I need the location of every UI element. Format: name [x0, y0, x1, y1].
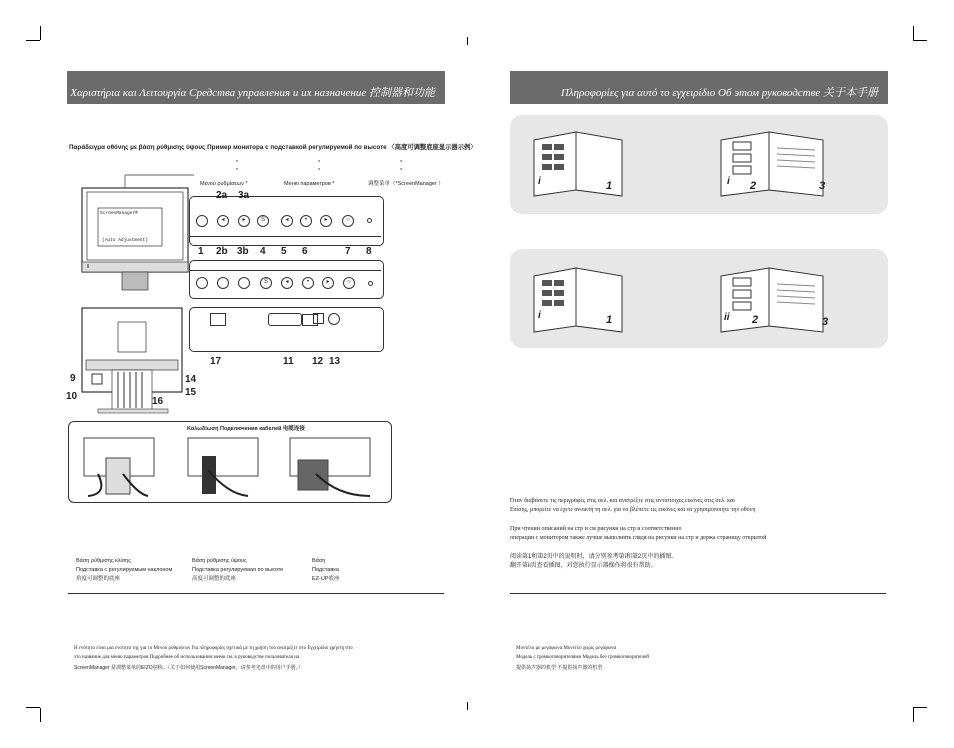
- right-paragraph-russian-1: При чтении описаний на стр и см рисунки на стр и соответственно: [510, 526, 682, 532]
- label-3a: 3a: [238, 190, 250, 201]
- right-footnote-2: Модель с громкоговорителями Модель без громкоговорителей: [516, 655, 649, 660]
- callout-menu-buttons: Μενού ρυθμίσεων *: [200, 181, 248, 187]
- label-13: 13: [329, 356, 341, 367]
- left-header-title: Χαριστήρια και Λειτουργία Средства управления и их назначение 控制器和功能: [70, 87, 435, 99]
- right-button-icon[interactable]: ▸: [322, 277, 334, 289]
- crop-mark: [913, 26, 914, 40]
- crop-mark: [467, 702, 468, 710]
- osd-label-2: (Auto Adjustment): [102, 238, 148, 243]
- asterisk: * *: [400, 160, 403, 174]
- stand-col1-line3: 角度可调整的底座: [76, 576, 121, 582]
- right-header-title: Πληροφορίες για αυτό το εγχειρίδιο Об этом руководстве 关于本手册: [560, 87, 878, 99]
- book4-page-left-mark: ii: [724, 312, 730, 323]
- crop-mark: [913, 40, 927, 41]
- audio-connector-icon: [328, 313, 340, 325]
- power-connector-icon: [210, 313, 226, 326]
- label-5: 5: [281, 246, 287, 257]
- label-16: 16: [152, 396, 164, 407]
- right-footnote-3: 提供扬声器的机型 不提供扬声器的机型: [516, 665, 603, 671]
- panel-line: [190, 270, 381, 271]
- callout-adjust-menu: 调整菜单（*ScreenManager ）: [368, 181, 444, 187]
- right-button-icon[interactable]: ▸: [320, 215, 332, 227]
- osd-label-1: ScreenManager®: [100, 211, 138, 216]
- power-switch-icon[interactable]: ○: [343, 277, 355, 289]
- book2-page-right-mark: 3: [819, 180, 826, 192]
- book2-page-left-mark: i: [727, 176, 730, 187]
- stand-col3-line3: EZ-UP底座: [312, 576, 340, 582]
- left-footnote-1: Η ενότητα είναι μια ενοτητα της για το Μενού ρυθμίσεων Για πληροφορίες σχετικά με τη χρήση του ανατρέξτε στο Εγχειρίδιο χρήστη στο: [74, 646, 353, 651]
- enter-button-icon[interactable]: S: [257, 215, 269, 227]
- left-button-icon[interactable]: ◂: [281, 277, 293, 289]
- right-footnote-1: Μοντέλο με μεγάφωνα Μοντέλο χωρίς μεγάφωνα: [516, 646, 617, 651]
- monitor-front-illustration: [78, 170, 194, 300]
- right-paragraph-greek-2: Επίσης, μπορείτε να έχετε ανοικτή τη σελ. για να βλέπετε τις εικόνες και να χρησιμοποιήτε την οθόνη: [510, 507, 756, 513]
- usb-connector-icon: [313, 313, 324, 324]
- left-footnote-3: ScreenManager 是调整菜单的EIZO别称。（关于如何使用ScreenManager，请参考光盘中的用户手册。）: [74, 665, 304, 671]
- right-paragraph-greek-1: Όταν διαβάσετε τις περιγραφές στις σελ. και ανατρέξτε στις αντίστοιχες εικόνες στις σελ. και: [510, 498, 735, 504]
- left-footer-rule: [68, 593, 444, 594]
- stand-col2-line2: Подставка регулируемая по высоте: [192, 567, 284, 573]
- label-12: 12: [312, 356, 324, 367]
- volume-down-button-icon[interactable]: [217, 277, 229, 289]
- label-11: 11: [283, 356, 294, 367]
- volume-up-button-icon[interactable]: [238, 277, 250, 289]
- book2-page-mid-mark: 2: [750, 180, 757, 192]
- crop-mark: [40, 26, 41, 40]
- left-footnote-2: это название для меню параметров Подробнее об использовании меню см. в руководстве пользователя на: [74, 655, 300, 660]
- left-section-header: [67, 71, 445, 104]
- label-17: 17: [210, 356, 222, 367]
- stand-col2-line1: Βάση ρύθμισης ύψους: [192, 558, 247, 564]
- power-switch-icon[interactable]: ○: [342, 215, 354, 227]
- crop-mark: [913, 708, 914, 722]
- panel-line: [190, 236, 381, 237]
- stand-col2-line3: 高度可调整的底座: [192, 576, 237, 582]
- book4-page-right-mark: 3: [822, 316, 829, 328]
- left-arrow-button-icon[interactable]: ◂: [217, 215, 229, 227]
- crop-mark: [26, 707, 40, 708]
- asterisk: * *: [236, 160, 239, 174]
- crop-mark: [26, 40, 40, 41]
- right-paragraph-russian-2: операции с монитором также лучше выполнять глядя на рисунки на стр и держа страницу открытой: [510, 535, 767, 541]
- open-book-icon: [528, 262, 628, 334]
- open-book-icon: [715, 126, 830, 198]
- label-9: 9: [70, 373, 76, 384]
- book1-page-left-mark: i: [538, 176, 541, 187]
- left-subtitle: Παράδειγμα οθόνης με βάση ρύθμισης ύψους Пример монитора с подставкой регулируемой по высоте 〈高度可调整底座显示器示例〉: [69, 144, 477, 151]
- cable-illustrations: [78, 434, 383, 498]
- power-indicator-icon: [368, 281, 373, 286]
- select-button-icon[interactable]: •: [302, 277, 314, 289]
- label-1: 1: [198, 246, 204, 257]
- label-10: 10: [66, 391, 78, 402]
- label-8: 8: [366, 246, 372, 257]
- stand-col3-line1: Βάση: [312, 558, 326, 564]
- label-7: 7: [345, 246, 351, 257]
- open-book-icon: [528, 126, 628, 198]
- book3-page-right-mark: 1: [606, 314, 613, 326]
- crop-mark: [467, 37, 468, 45]
- dvi-connector-icon: [268, 313, 302, 326]
- crop-mark: [913, 707, 927, 708]
- power-button-icon[interactable]: [196, 277, 208, 289]
- right-arrow-button-icon[interactable]: ▸: [238, 215, 250, 227]
- right-paragraph-chinese-1: 阅读第1和第2页中的说明时，请分别参考第i和第2页中的插图。: [510, 554, 678, 560]
- stand-col1-line1: Βάση ρύθμισης κλίσης: [76, 558, 131, 564]
- power-indicator-icon: [367, 218, 372, 223]
- open-book-icon: [715, 262, 830, 334]
- cable-caption: Καλωδίωση Подключения кабелей 电缆连接: [187, 426, 305, 432]
- label-2b-top: 2b: [216, 246, 228, 257]
- select-button-icon[interactable]: •: [300, 215, 312, 227]
- stand-col3-line2: Подставка: [312, 567, 339, 573]
- right-footer-rule: [510, 593, 886, 594]
- book1-page-right-mark: 1: [606, 180, 613, 192]
- label-3b-top: 3b: [237, 246, 249, 257]
- stand-col1-line2: Подставка с регулируемым наклоном: [76, 567, 173, 573]
- enter-button-icon[interactable]: S: [260, 277, 272, 289]
- book4-page-mid-mark: 2: [752, 314, 759, 326]
- left-button-icon[interactable]: ◂: [281, 215, 293, 227]
- label-6: 6: [302, 246, 308, 257]
- right-section-header: [510, 71, 888, 104]
- callout-menu-params: Меню параметров *: [284, 181, 335, 187]
- asterisk: * *: [318, 160, 321, 174]
- right-paragraph-chinese-2: 翻开第ii页查看插图，对您执行显示器操作将很有帮助。: [510, 563, 657, 569]
- label-4: 4: [260, 246, 266, 257]
- monitor-rear-illustration: [62, 302, 192, 414]
- label-14: 14: [185, 374, 197, 385]
- book3-page-left-mark: i: [538, 310, 541, 321]
- label-2a: 2a: [216, 190, 228, 201]
- power-button-icon[interactable]: [196, 215, 208, 227]
- label-15: 15: [185, 387, 197, 398]
- crop-mark: [40, 708, 41, 722]
